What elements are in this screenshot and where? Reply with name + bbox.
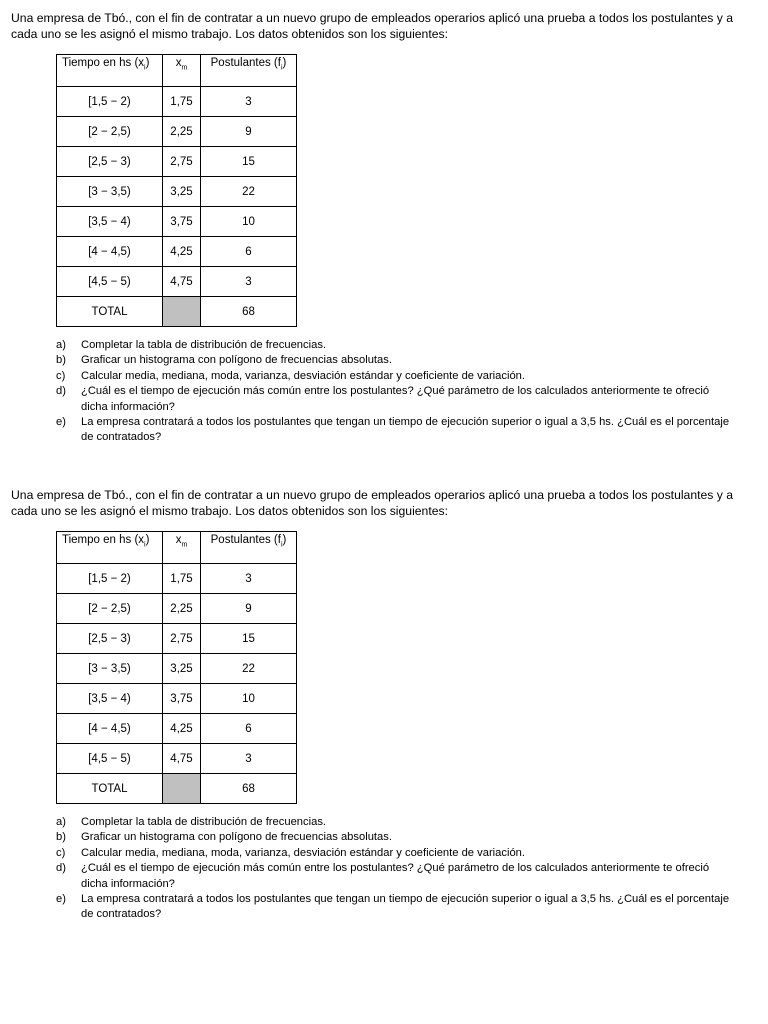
fi-cell: 15 xyxy=(201,147,297,177)
table-row xyxy=(57,744,297,774)
fi-cell: 10 xyxy=(201,684,297,714)
task-list xyxy=(56,338,736,446)
total-label: TOTAL xyxy=(57,297,163,327)
xm-cell: 3,25 xyxy=(163,177,201,207)
fi-cell: 3 xyxy=(201,267,297,297)
intro-paragraph: Una empresa de Tbó., con el fin de contratar a un nuevo grupo de empleados operarios aplicó una prueba a todos los postulantes y a cada uno se les asignó el mismo trabajo. Los datos obtenidos son los siguientes: xyxy=(11,11,734,41)
table-row xyxy=(57,624,297,654)
list-item: c) Calcular media, mediana, moda, varianza, desviación estándar y coeficiente de variación. xyxy=(56,846,526,859)
header-applicants: Postulantes $(f_i)$ xyxy=(201,55,297,87)
fi-cell: 9 xyxy=(201,594,297,624)
table-header-row xyxy=(57,532,297,564)
interval-cell: [1,5 − 2) xyxy=(57,564,163,594)
table-row xyxy=(57,177,297,207)
list-item: d) ¿Cuál es el tiempo de ejecución más común entre los postulantes? ¿Qué parámetro de los calculados anteriormente te ofreció dicha información? xyxy=(56,862,710,890)
fi-cell: 3 xyxy=(201,744,297,774)
fi-cell: 10 xyxy=(201,207,297,237)
interval-cell: [3 − 3,5) xyxy=(57,654,163,684)
list-item: a) Completar la tabla de distribución de frecuencias. xyxy=(56,816,327,828)
table-row xyxy=(57,594,297,624)
table-row xyxy=(57,87,297,117)
interval-cell: [2 − 2,5) xyxy=(57,594,163,624)
xm-cell: 3,25 xyxy=(163,654,201,684)
interval-cell: [4 − 4,5) xyxy=(57,714,163,744)
interval-cell: [4 − 4,5) xyxy=(57,237,163,267)
table-row xyxy=(57,147,297,177)
header-time: Tiempo en hs $(x_i)$ xyxy=(57,532,163,564)
list-item: d) ¿Cuál es el tiempo de ejecución más común entre los postulantes? ¿Qué parámetro de los calculados anteriormente te ofreció dicha información? xyxy=(56,385,710,413)
fi-cell: 22 xyxy=(201,177,297,207)
frequency-table xyxy=(56,531,297,804)
table-row xyxy=(57,714,297,744)
interval-cell: [4,5 − 5) xyxy=(57,744,163,774)
fi-cell: 6 xyxy=(201,237,297,267)
table-total-row xyxy=(57,297,297,327)
fi-cell: 22 xyxy=(201,654,297,684)
total-value: 68 xyxy=(201,774,297,804)
table-row xyxy=(57,684,297,714)
fi-cell: 9 xyxy=(201,117,297,147)
xm-cell: 4,75 xyxy=(163,744,201,774)
interval-cell: [3,5 − 4) xyxy=(57,207,163,237)
table-row xyxy=(57,654,297,684)
interval-cell: [4,5 − 5) xyxy=(57,267,163,297)
table-row xyxy=(57,267,297,297)
table-row xyxy=(57,237,297,267)
interval-cell: [2,5 − 3) xyxy=(57,147,163,177)
xm-cell: 4,75 xyxy=(163,267,201,297)
fi-cell: 3 xyxy=(201,564,297,594)
xm-cell: 1,75 xyxy=(163,87,201,117)
fi-cell: 6 xyxy=(201,714,297,744)
xm-cell: 2,75 xyxy=(163,147,201,177)
interval-cell: [3,5 − 4) xyxy=(57,684,163,714)
xm-cell: 4,25 xyxy=(163,237,201,267)
list-item: c) Calcular media, mediana, moda, varianza, desviación estándar y coeficiente de variación. xyxy=(56,369,526,382)
interval-cell: [2,5 − 3) xyxy=(57,624,163,654)
header-applicants: Postulantes $(f_i)$ xyxy=(201,532,297,564)
xm-cell: 2,25 xyxy=(163,117,201,147)
fi-cell: 15 xyxy=(201,624,297,654)
list-item: a) Completar la tabla de distribución de frecuencias. xyxy=(56,339,327,351)
shaded-cell xyxy=(163,297,201,327)
table-total-row xyxy=(57,774,297,804)
xm-cell: 2,75 xyxy=(163,624,201,654)
interval-cell: [2 − 2,5) xyxy=(57,117,163,147)
xm-cell: 4,25 xyxy=(163,714,201,744)
task-list xyxy=(56,815,736,923)
header-xm: $x_m$ xyxy=(163,532,201,564)
list-item: b) Graficar un histograma con polígono de frecuencias absolutas. xyxy=(56,831,392,844)
list-item: b) Graficar un histograma con polígono de frecuencias absolutas. xyxy=(56,354,392,367)
xm-cell: 1,75 xyxy=(163,564,201,594)
list-item: e) La empresa contratará a todos los postulantes que tengan un tiempo de ejecución superior o igual a 3,5 hs. ¿Cuál es el porcentaje de contratados? xyxy=(56,416,730,444)
header-xm: $x_m$ xyxy=(163,55,201,87)
xm-cell: 3,75 xyxy=(163,207,201,237)
xm-cell: 2,25 xyxy=(163,594,201,624)
total-value: 68 xyxy=(201,297,297,327)
list-item: e) La empresa contratará a todos los postulantes que tengan un tiempo de ejecución superior o igual a 3,5 hs. ¿Cuál es el porcentaje de contratados? xyxy=(56,893,730,921)
total-label: TOTAL xyxy=(57,774,163,804)
interval-cell: [1,5 − 2) xyxy=(57,87,163,117)
table-row xyxy=(57,564,297,594)
xm-cell: 3,75 xyxy=(163,684,201,714)
table-row xyxy=(57,117,297,147)
frequency-table xyxy=(56,54,297,327)
interval-cell: [3 − 3,5) xyxy=(57,177,163,207)
shaded-cell xyxy=(163,774,201,804)
table-row xyxy=(57,207,297,237)
table-header-row xyxy=(57,55,297,87)
fi-cell: 3 xyxy=(201,87,297,117)
intro-paragraph: Una empresa de Tbó., con el fin de contratar a un nuevo grupo de empleados operarios aplicó una prueba a todos los postulantes y a cada uno se les asignó el mismo trabajo. Los datos obtenidos son los siguientes: xyxy=(11,488,734,518)
header-time: Tiempo en hs $(x_i)$ xyxy=(57,55,163,87)
